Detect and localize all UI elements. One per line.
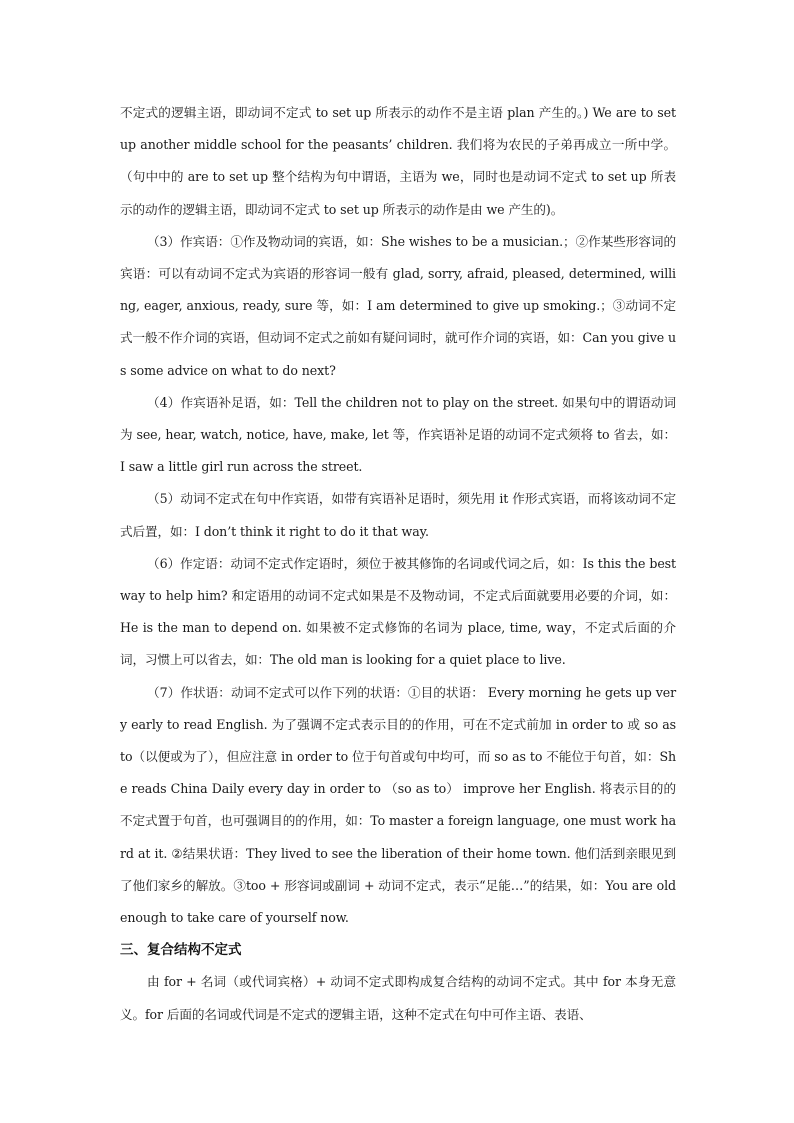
paragraph-formal-object: （5）动词不定式在句中作宾语，如带有宾语补足语时，须先用 it 作形式宾语，而将该动词不定式后置，如：I don’t think it right to do it that way. [120, 491, 676, 539]
paragraph-subject-continued: 不定式的逻辑主语，即动词不定式 to set up 所表示的动作不是主语 plan 产生的。) We are to set up another middle school for the peasants’ children. 我们将为农民的子弟再成立一所中学。（句中中的 are to set up 整个结构为句中谓语，主语为 we，同时也是动词不定式 to set up 所表示的动作的逻辑主语，即动词不定式 to set up 所表示的动作是由 we 产生的)。 [120, 105, 676, 217]
paragraph-object-usage: （3）作宾语：①作及物动词的宾语，如：She wishes to be a musician.；②作某些形容词的宾语：可以有动词不定式为宾语的形容词一般有 glad, sorry, afraid, pleased, determined, willing, eager, anxious, ready, sure 等，如：I am determined to give up smoking.；③动词不定式一般不作介词的宾语，但动词不定式之前如有疑问词时，就可作介词的宾语，如：Can you give us some advice on what to do next? [120, 233, 676, 378]
paragraph-attributive: （6）作定语：动词不定式作定语时，须位于被其修饰的名词或代词之后，如：Is this the best way to help him? 和定语用的动词不定式如果是不及物动词，不定式后面就要用必要的介词，如：He is the man to depend on. 如果被不定式修饰的名词为 place, time, way，不定式后面的介词，习惯上可以省去，如：The old man is looking for a quiet place to live. [120, 555, 676, 668]
section-heading: 三、复合结构不定式 [120, 942, 242, 959]
paragraph-compound-infinitive: 由 for + 名词（或代词宾格）+ 动词不定式即构成复合结构的动词不定式。其中 for 本身无意义。for 后面的名词或代词是不定式的逻辑主语，这种不定式在句中可作主语、表语、 [120, 974, 676, 1022]
document-page [120, 97, 676, 1031]
paragraph-adverbial: （7）作状语：动词不定式可以作下列的状语：①目的状语： Every morning he gets up very early to read English. 为了强调不定式表示目的的作用，可在不定式前加 in order to 或 so as to（以便或为了），但应注意 in order to 位于句首或句中均可，而 so as to 不能位于句首，如：She reads China Daily every day in order to （so as to） improve her English. 将表示目的的不定式置于句首，也可强调目的的作用，如：To master a foreign language, one must work hard at it. ②结果状语：They lived to see the liberation of their home town. 他们活到亲眼见到了他们家乡的解放。③too + 形容词或副词 + 动词不定式，表示“足能…”的结果，如：You are old enough to take care of yourself now. [120, 684, 676, 926]
paragraph-object-complement: （4）作宾语补足语，如：Tell the children not to play on the street. 如果句中的谓语动词为 see, hear, watch, notice, have, make, let 等，作宾语补足语的动词不定式须将 to 省去，如：I saw a little girl run across the street. [120, 394, 676, 475]
